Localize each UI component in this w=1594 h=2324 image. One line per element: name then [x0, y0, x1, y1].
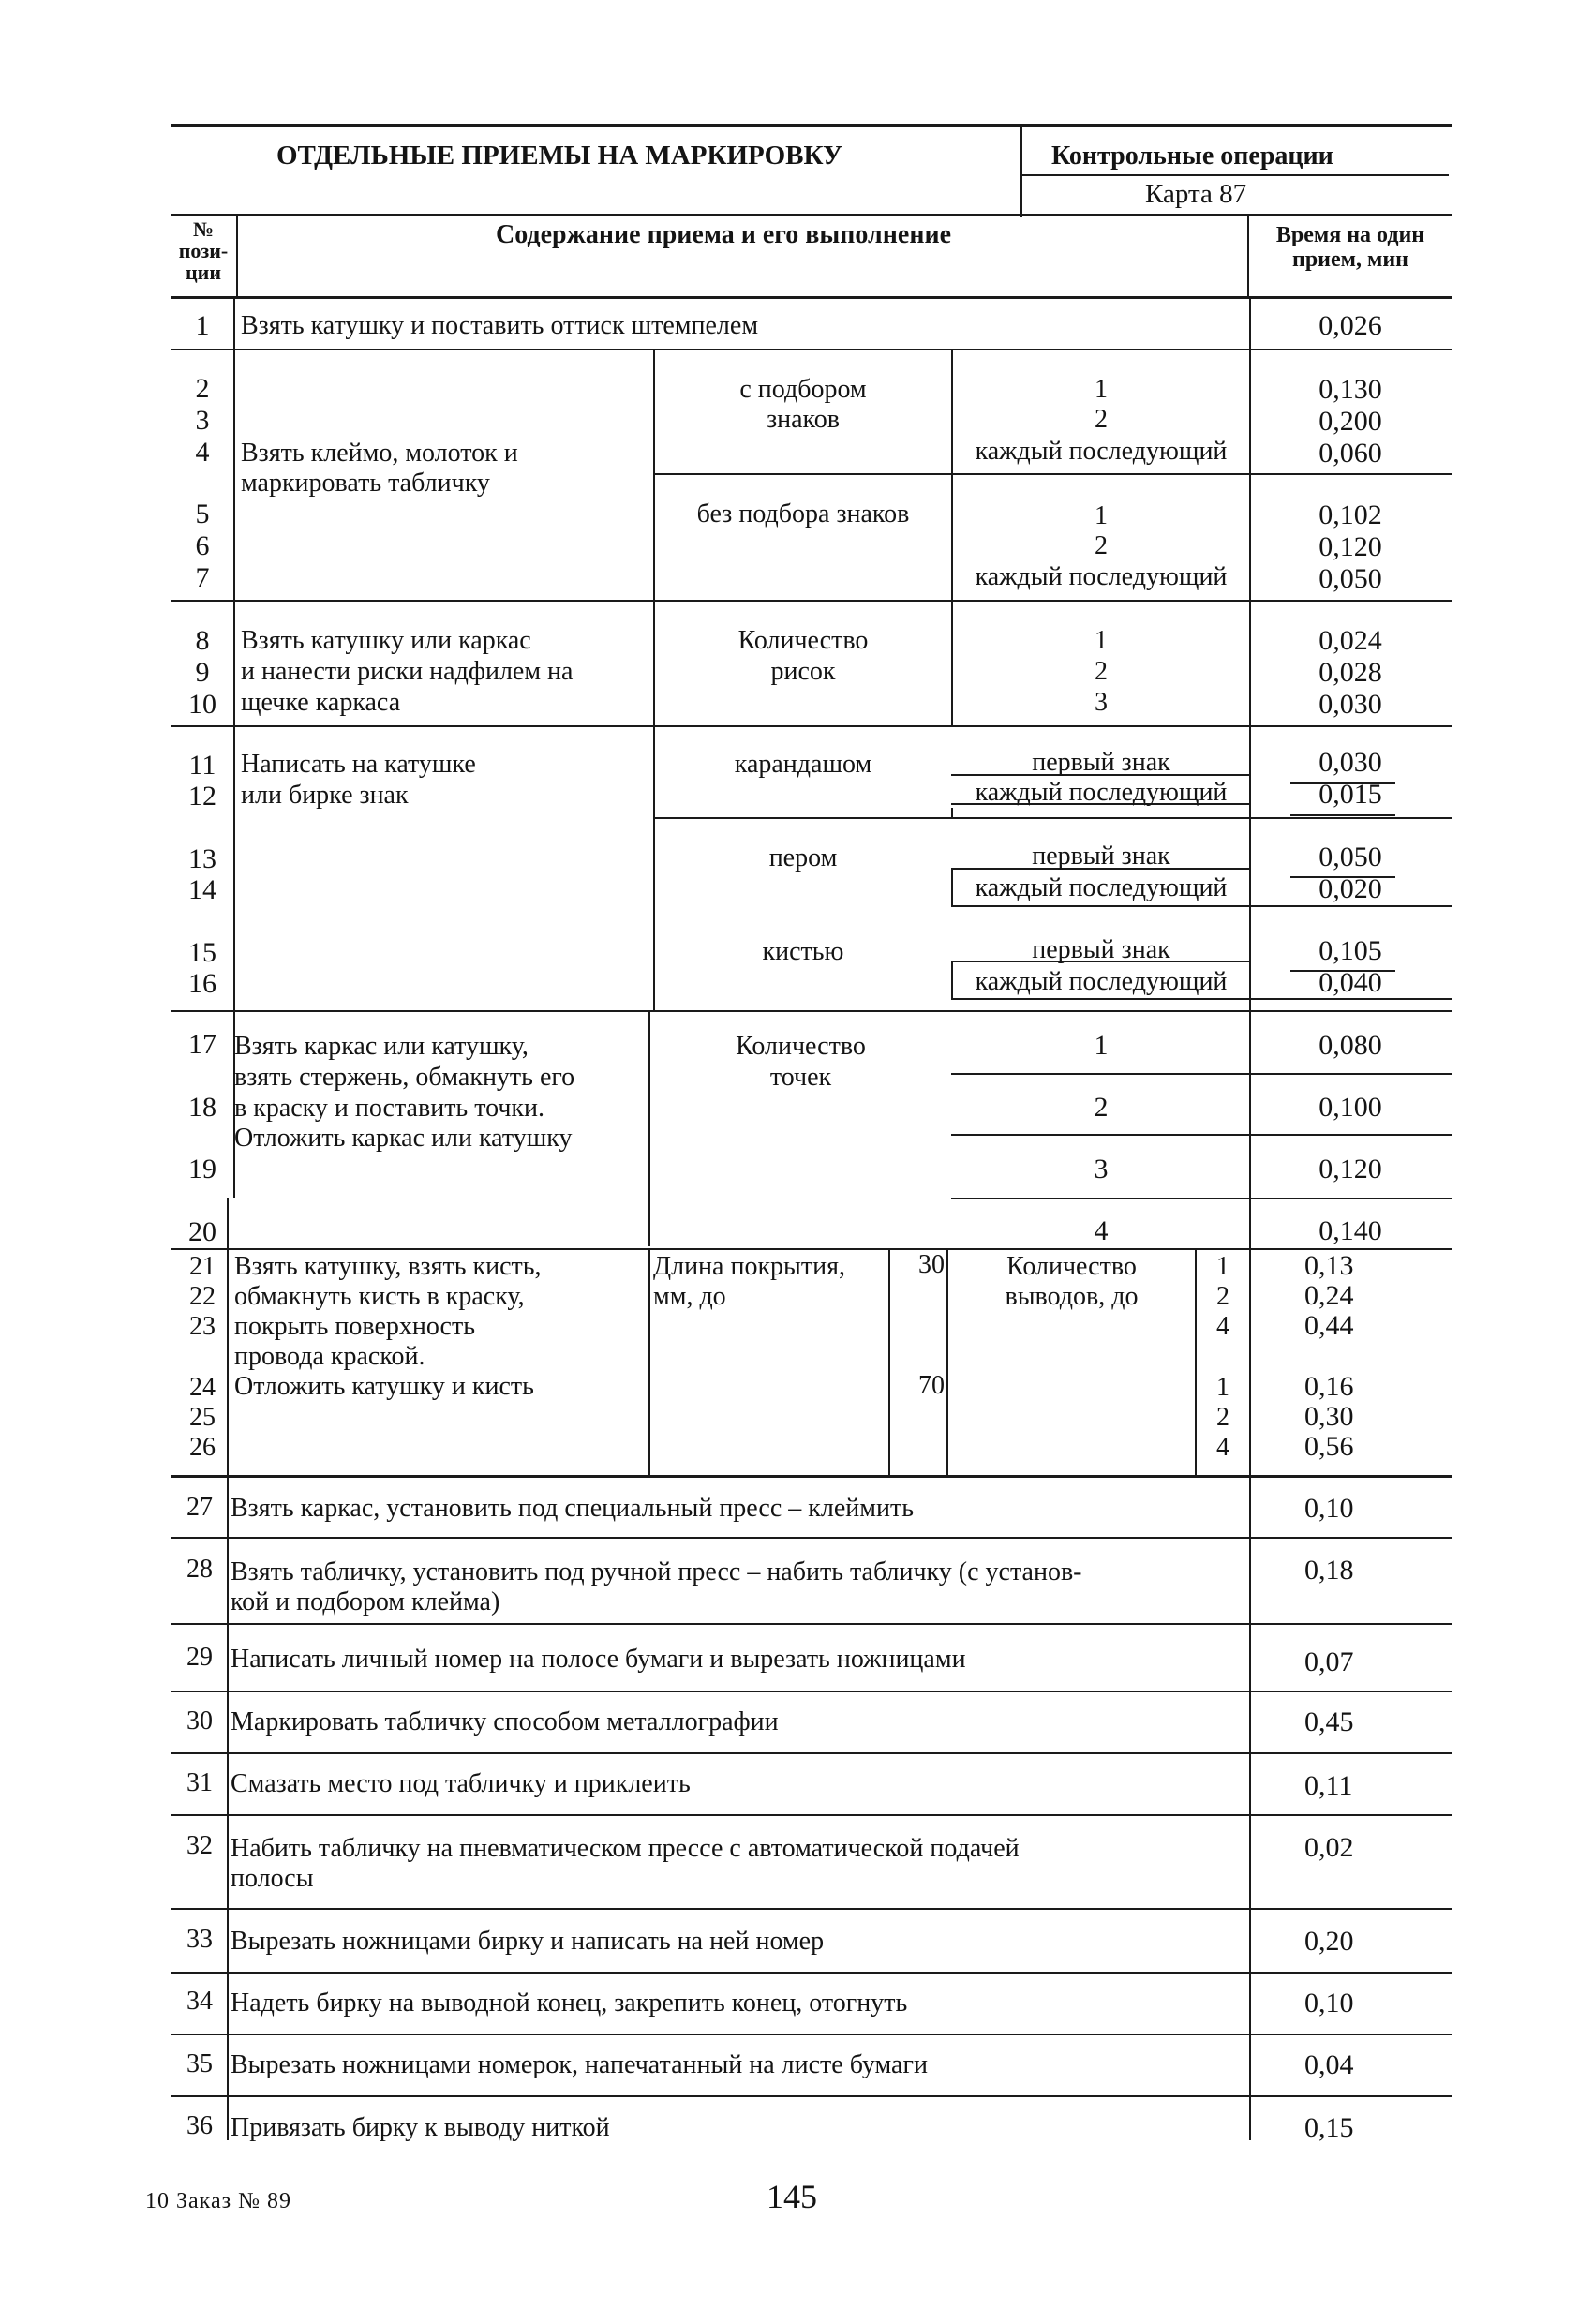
coating-length-value: 30: [918, 1250, 945, 1279]
time-value: 0,105: [1318, 935, 1382, 966]
time-value: 0,15: [1304, 2112, 1354, 2143]
position-number: 27: [186, 1493, 213, 1522]
time-value: 0,20: [1304, 1926, 1354, 1957]
each-next-label: каждый последующий: [975, 778, 1228, 807]
time-value: 0,07: [1304, 1646, 1354, 1677]
leads-count-label: Количество выводов, до: [1005, 1252, 1139, 1311]
method-label: Количество рисок: [737, 626, 869, 686]
time-values: 0,13 0,24 0,44: [1304, 1250, 1354, 1342]
position-number: 30: [186, 1706, 213, 1736]
quantity-values: 1 2 3: [1095, 626, 1108, 717]
position-numbers: 13 14: [188, 843, 216, 905]
operation-text: Взять каркас или катушку, взять стержень, обмакнуть его в краску и поставить точки. Отложить каркас или катушку: [234, 1032, 575, 1154]
operation-text: Взять катушку и поставить оттиск штемпелем: [241, 311, 759, 340]
first-sign-label: первый знак: [1032, 748, 1170, 777]
tool-label: пером: [768, 843, 838, 872]
operation-text: Взять катушку, взять кисть, обмакнуть кисть в краску, покрыть поверхность провода краской. Отложить катушку и кисть: [234, 1252, 542, 1401]
operation-text: Написать личный номер на полосе бумаги и вырезать ножницами: [231, 1645, 966, 1674]
position-number: 36: [186, 2111, 213, 2140]
position-number: 34: [186, 1987, 213, 2016]
time-value: 0,11: [1304, 1770, 1353, 1801]
time-value: 0,050: [1318, 842, 1382, 872]
method-label: с подбором знаков: [739, 375, 867, 434]
position-numbers: 15 16: [188, 937, 216, 999]
method-label: без подбора знаков: [696, 499, 910, 529]
quantity-each-next: каждый последующий: [975, 437, 1228, 466]
leads-count-values: 1 2 4: [1216, 1373, 1229, 1462]
time-values: 0,130 0,200 0,060: [1318, 374, 1382, 469]
time-value: 0,18: [1304, 1555, 1354, 1586]
time-value: 0,100: [1318, 1092, 1382, 1123]
operation-text: Взять катушку или каркас и нанести риски надфилем на щечке каркаса: [241, 626, 574, 717]
operation-text: Маркировать табличку способом металлографии: [231, 1707, 779, 1736]
print-order-note: 10 Заказ № 89: [145, 2189, 292, 2213]
time-values: 0,024 0,028 0,030: [1318, 625, 1382, 720]
position-number: 1: [195, 310, 210, 341]
position-number: 32: [186, 1831, 213, 1860]
operation-text: Взять каркас, установить под специальный пресс – клеймить: [231, 1494, 914, 1523]
position-numbers: 24 25 26: [189, 1373, 216, 1462]
section-title: Контрольные операции: [1051, 142, 1333, 171]
position-numbers: 2 3 4: [195, 373, 210, 468]
position-number: 33: [186, 1925, 213, 1954]
time-values: 0,16 0,30 0,56: [1304, 1371, 1354, 1463]
quantity-value: 3: [1094, 1154, 1109, 1184]
time-value: 0,45: [1304, 1706, 1354, 1737]
time-value: 0,026: [1318, 310, 1382, 341]
position-number: 20: [188, 1216, 216, 1247]
time-value: 0,020: [1318, 873, 1382, 904]
page-title: ОТДЕЛЬНЫЕ ПРИЕМЫ НА МАРКИРОВКУ: [276, 141, 843, 171]
first-sign-label: первый знак: [1032, 842, 1170, 871]
position-number: 31: [186, 1768, 213, 1797]
time-value: 0,080: [1318, 1030, 1382, 1061]
operation-text: Вырезать ножницами бирку и написать на ней номер: [231, 1927, 825, 1956]
position-numbers: 21 22 23: [189, 1252, 216, 1341]
tool-label: карандашом: [734, 750, 872, 779]
first-sign-label: первый знак: [1032, 935, 1170, 964]
time-values: 0,102 0,120 0,050: [1318, 499, 1382, 594]
position-number: 17: [188, 1029, 216, 1060]
page-number: 145: [767, 2178, 817, 2215]
time-value: 0,015: [1318, 779, 1382, 810]
position-number: 28: [186, 1555, 213, 1584]
quantity-value: 1: [1094, 1030, 1109, 1061]
quantity-values: 1 2: [1095, 501, 1108, 560]
operation-text: Смазать место под табличку и приклеить: [231, 1769, 691, 1798]
time-value: 0,030: [1318, 747, 1382, 778]
time-value: 0,10: [1304, 1493, 1354, 1524]
position-number: 18: [188, 1092, 216, 1123]
card-number: Карта 87: [1145, 179, 1247, 209]
time-value: 0,02: [1304, 1832, 1354, 1863]
time-value: 0,10: [1304, 1988, 1354, 2019]
operation-text: Вырезать ножницами номерок, напечатанный на листе бумаги: [231, 2050, 928, 2079]
quantity-each-next: каждый последующий: [975, 562, 1228, 591]
column-header-position: № пози- ции: [178, 217, 229, 285]
each-next-label: каждый последующий: [975, 873, 1228, 902]
position-number: 35: [186, 2049, 213, 2078]
column-header-content: Содержание приема и его выполнение: [496, 220, 952, 249]
method-label: Количество точек: [736, 1032, 866, 1092]
operation-text: Написать на катушке или бирке знак: [241, 750, 476, 810]
operation-text: Набить табличку на пневматическом прессе с автоматической подачей полосы: [231, 1834, 1020, 1894]
operation-text: Надеть бирку на выводной конец, закрепить конец, отогнуть: [231, 1989, 908, 2018]
coating-length-label: Длина покрытия, мм, до: [653, 1252, 845, 1311]
operation-text: Взять табличку, установить под ручной пресс – набить табличку (с установ- кой и подбором клейма): [231, 1557, 1082, 1617]
time-value: 0,140: [1318, 1215, 1382, 1246]
quantity-value: 4: [1094, 1215, 1109, 1246]
time-value: 0,120: [1318, 1154, 1382, 1184]
quantity-values: 1 2: [1095, 375, 1108, 434]
time-value: 0,04: [1304, 2049, 1354, 2080]
column-header-time: Время на один прием, мин: [1275, 223, 1425, 273]
position-numbers: 5 6 7: [195, 499, 210, 593]
time-value: 0,040: [1318, 967, 1382, 998]
operation-text: Взять клеймо, молоток и маркировать табличку: [241, 439, 518, 498]
position-number: 19: [188, 1154, 216, 1184]
operation-text: Привязать бирку к выводу ниткой: [231, 2113, 610, 2142]
coating-length-value: 70: [918, 1371, 945, 1400]
position-numbers: 8 9 10: [188, 625, 216, 720]
position-number: 29: [186, 1643, 213, 1672]
position-numbers: 11 12: [188, 750, 216, 812]
each-next-label: каждый последующий: [975, 967, 1228, 996]
quantity-value: 2: [1094, 1092, 1109, 1123]
leads-count-values: 1 2 4: [1216, 1252, 1229, 1341]
tool-label: кистью: [762, 937, 844, 966]
